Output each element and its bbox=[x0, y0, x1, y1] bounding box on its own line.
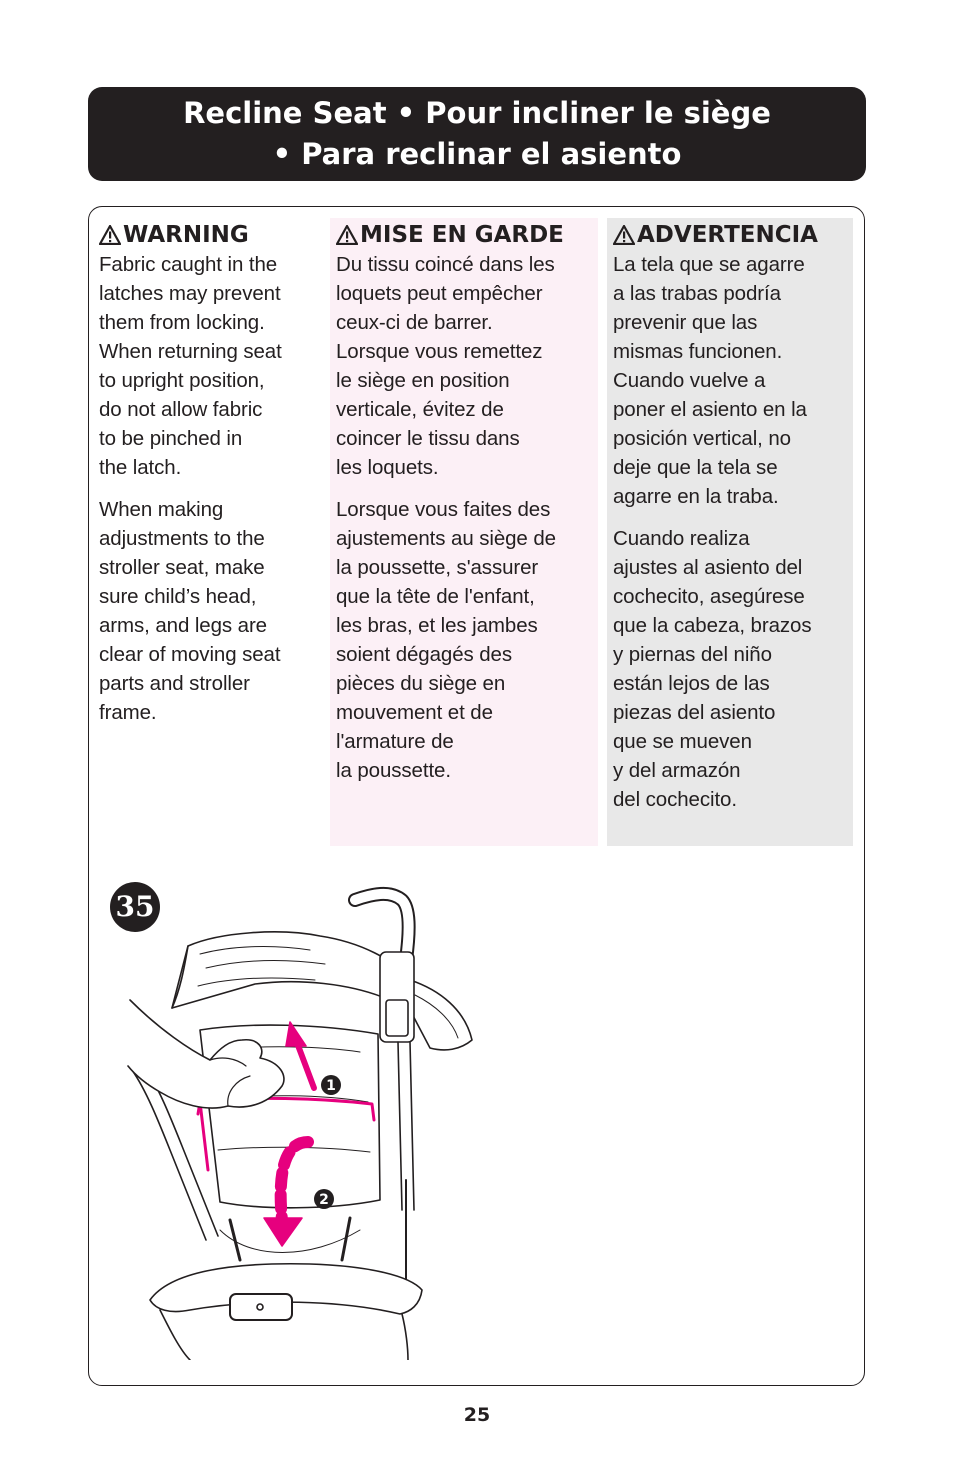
warning-heading-spanish: ADVERTENCIA bbox=[613, 220, 853, 250]
page-title bbox=[88, 87, 866, 181]
title-line-1: Recline Seat • Pour incliner le siège bbox=[183, 96, 771, 130]
page-number: 25 bbox=[463, 1404, 491, 1426]
step-number-badge: 35 bbox=[110, 882, 160, 932]
step-marker-1-label: 1 bbox=[326, 1078, 336, 1094]
warning-text-spanish-2: Cuando realiza ajustes al asiento del cochecito, asegúrese que la cabeza, brazos y piernas del niño están lejos de las piezas del asiento que se mueven y del armazón del cochecito. bbox=[613, 527, 812, 811]
step-marker-1-icon bbox=[320, 1074, 342, 1096]
warning-heading-french: MISE EN GARDE bbox=[336, 220, 598, 250]
warning-triangle-icon bbox=[99, 225, 121, 245]
step-marker-2-icon bbox=[313, 1188, 335, 1210]
step-marker-2-label: 2 bbox=[319, 1192, 329, 1208]
warning-text-french-2: Lorsque vous faites des ajustements au siège de la poussette, s'assurer que la tête de l'enfant, les bras, et les jambes soient dégagés des pièces du siège en mouvement et de l'armature de la poussette. bbox=[336, 498, 556, 782]
warning-text-spanish-1: La tela que se agarre a las trabas podría prevenir que las mismas funcionen. Cuando vuelve a poner el asiento en la posición vertical, no deje que la tela se agarre en la traba. bbox=[613, 253, 807, 508]
warning-triangle-icon bbox=[613, 225, 635, 245]
warning-text-english-2: When making adjustments to the stroller seat, make sure child’s head, arms, and legs are clear of moving seat parts and stroller frame. bbox=[99, 498, 281, 724]
warning-column-spanish bbox=[607, 218, 853, 846]
warning-text-french-1: Du tissu coincé dans les loquets peut empêcher ceux-ci de barrer. Lorsque vous remettez le siège en position verticale, évitez de coincer le tissu dans les loquets. bbox=[336, 253, 555, 479]
warning-column-english bbox=[92, 218, 324, 740]
warning-triangle-icon bbox=[336, 225, 358, 245]
stroller-recline-illustration bbox=[110, 880, 510, 1360]
warning-text-english-1: Fabric caught in the latches may prevent them from locking. When returning seat to upright position, do not allow fabric to be pinched in the latch. bbox=[99, 253, 282, 479]
warning-heading-english: WARNING bbox=[99, 220, 324, 250]
title-line-2: • Para reclinar el asiento bbox=[272, 137, 682, 171]
warning-column-french bbox=[330, 218, 598, 846]
